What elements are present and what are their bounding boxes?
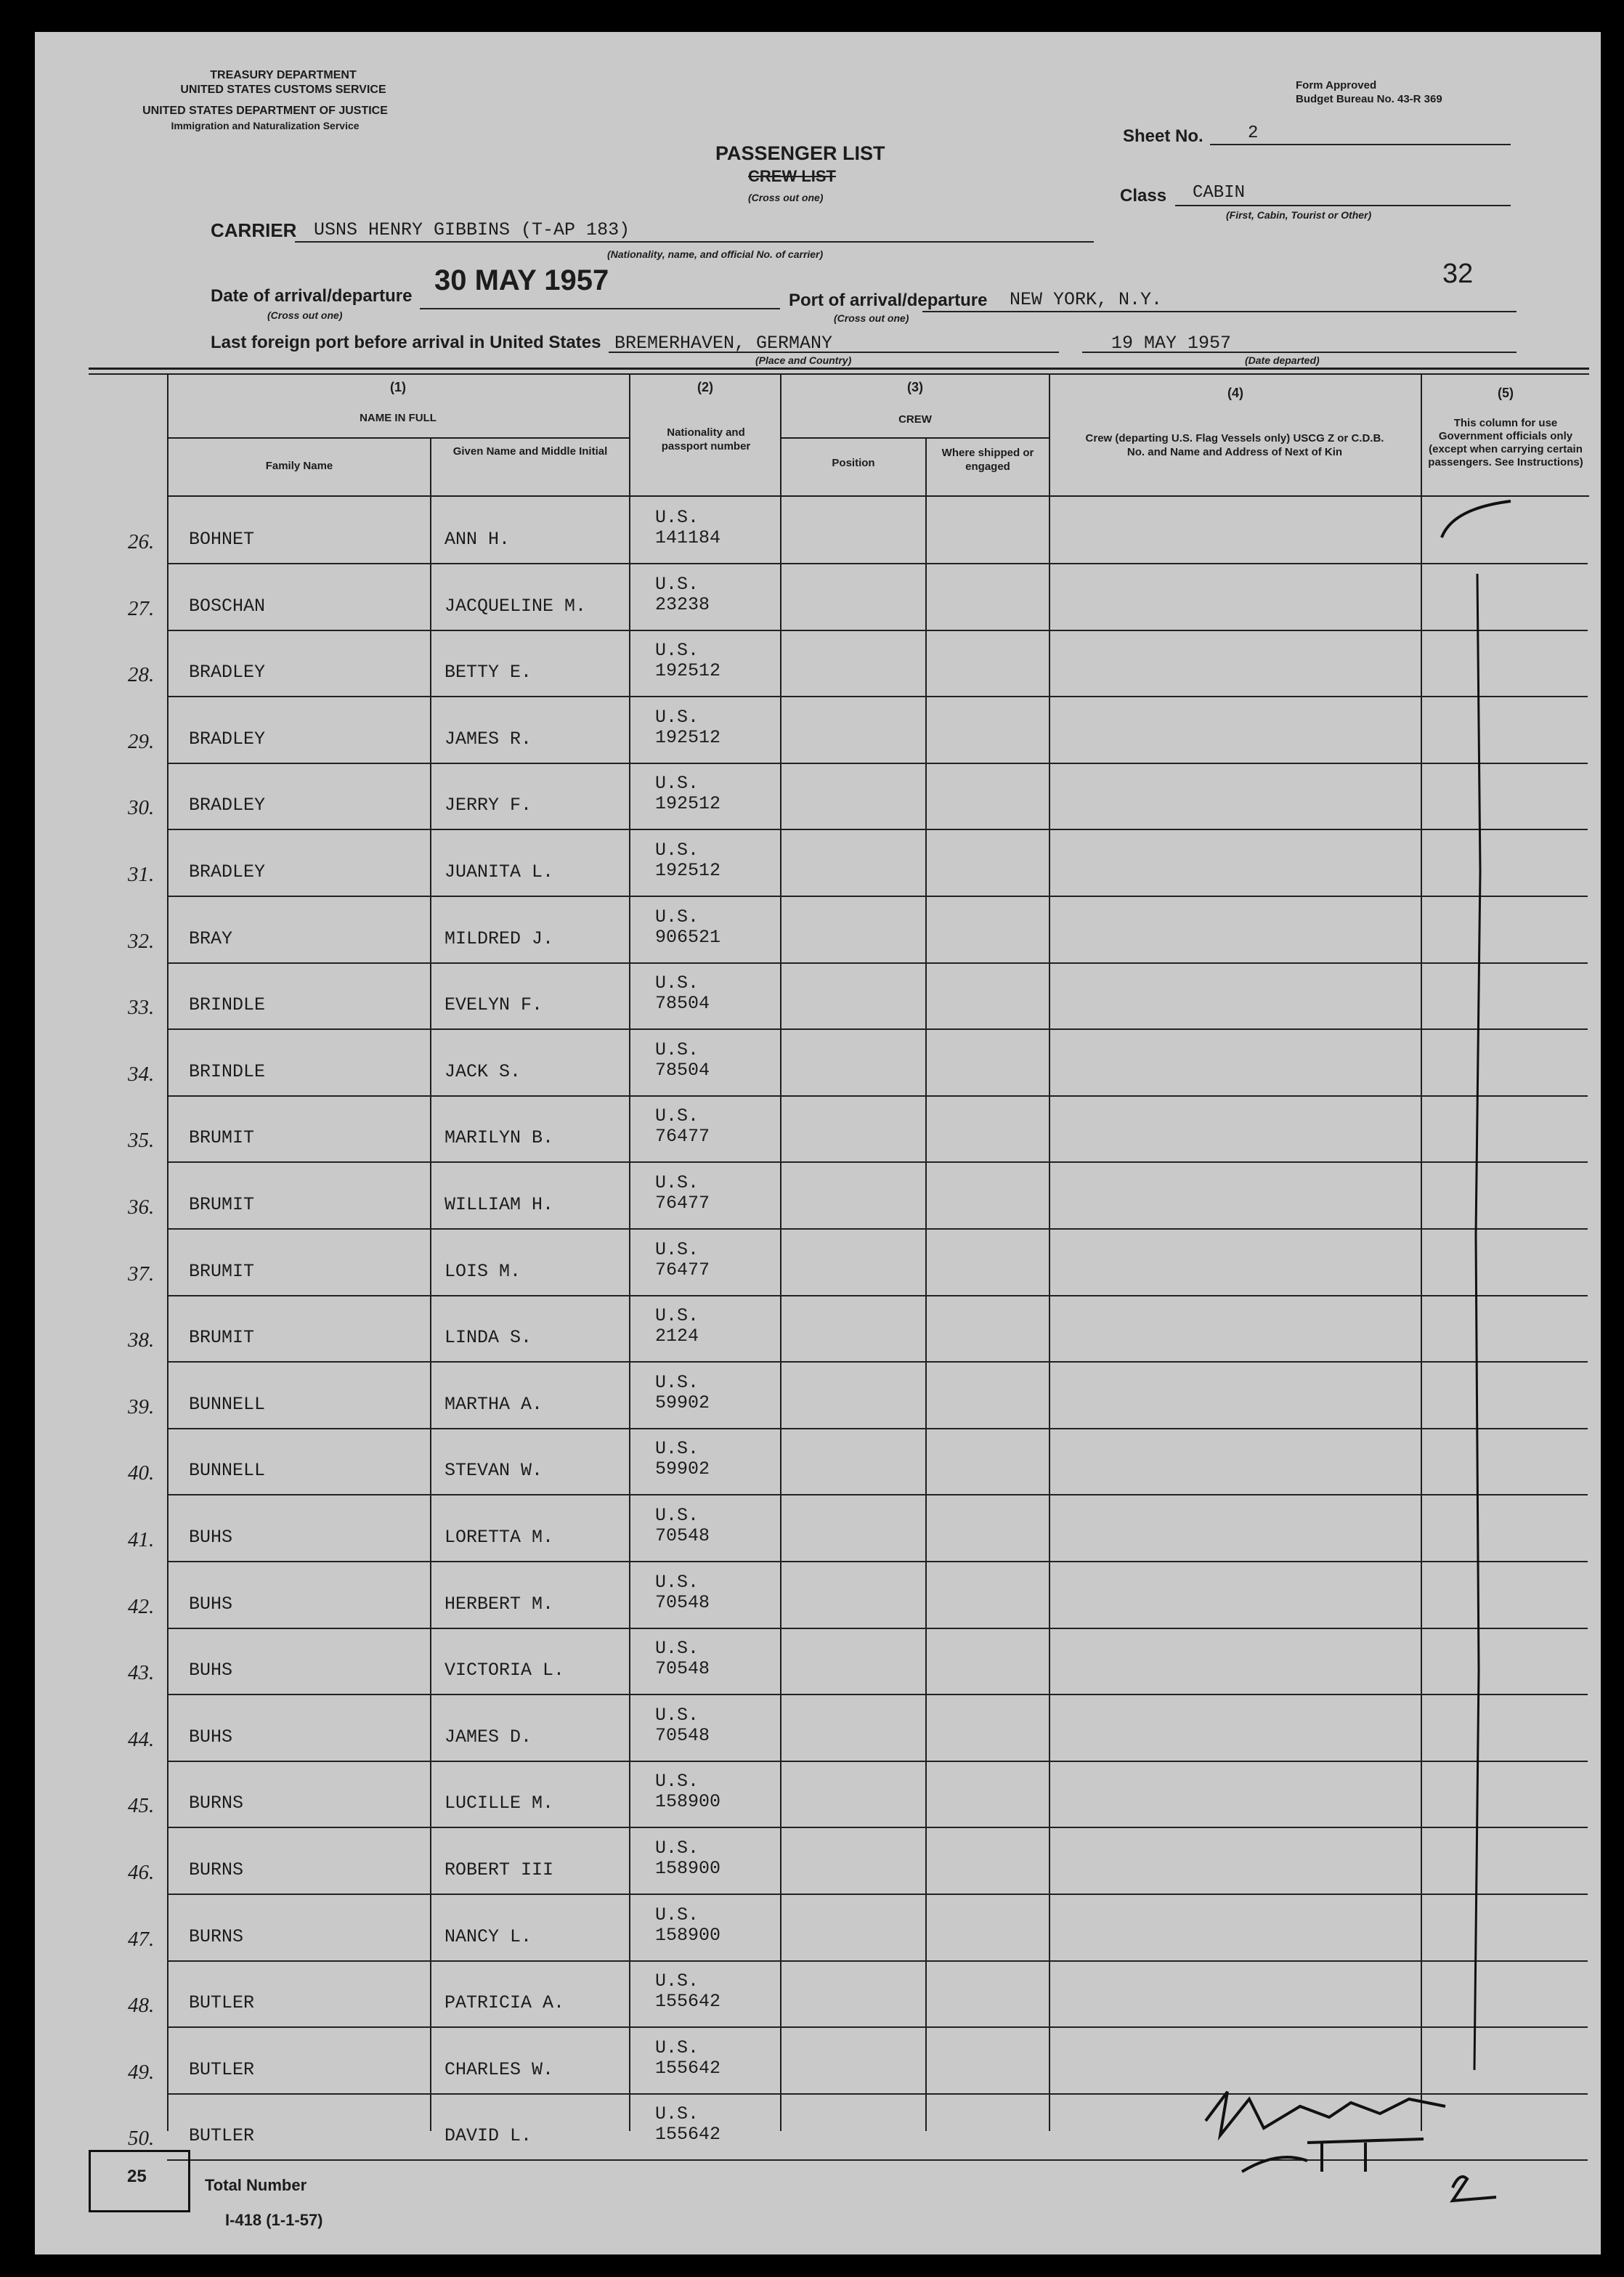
- date-value: 30 MAY 1957: [434, 264, 609, 296]
- row-number: 29.: [128, 729, 155, 753]
- table-row: [167, 1095, 1588, 1163]
- last-port-note: (Place and Country): [755, 354, 852, 366]
- row-number: 28.: [128, 663, 155, 687]
- row-number: 49.: [128, 2060, 155, 2084]
- passport-number: 76477: [655, 1126, 710, 1148]
- passport-number: 59902: [655, 1392, 710, 1413]
- row-number: 41.: [128, 1528, 155, 1551]
- agency-line-2: UNITED STATES CUSTOMS SERVICE: [180, 84, 386, 96]
- page-title: PASSENGER LIST: [715, 142, 885, 164]
- form-approved-text: Form Approved: [1296, 79, 1377, 92]
- total-box: [89, 2150, 190, 2212]
- table-row: [167, 1428, 1588, 1495]
- family-name: BRINDLE: [189, 994, 266, 1016]
- passport-number: 158900: [655, 1924, 721, 1946]
- nationality: U.S.: [655, 706, 699, 728]
- family-name: BRADLEY: [189, 795, 266, 816]
- given-name: JACQUELINE M.: [444, 595, 587, 617]
- date-cross-note: (Cross out one): [267, 309, 343, 321]
- given-name: BETTY E.: [444, 662, 532, 683]
- passport-number: 78504: [655, 1059, 710, 1081]
- nationality: U.S.: [655, 1039, 699, 1060]
- nationality: U.S.: [655, 640, 699, 662]
- nationality: U.S.: [655, 1704, 699, 1726]
- nationality: U.S.: [655, 573, 699, 595]
- family-name: BUTLER: [189, 2125, 255, 2147]
- given-name: MILDRED J.: [444, 928, 554, 949]
- passport-number: 2124: [655, 1326, 699, 1347]
- table-row: [167, 497, 1588, 564]
- nationality: U.S.: [655, 1172, 699, 1193]
- passport-number: 192512: [655, 660, 721, 682]
- row-number: 32.: [128, 929, 155, 953]
- departed-note: (Date departed): [1245, 354, 1320, 366]
- sheet-value: 2: [1248, 123, 1259, 143]
- nationality: U.S.: [655, 1505, 699, 1526]
- table-row: [167, 962, 1588, 1030]
- nationality: U.S.: [655, 1238, 699, 1260]
- nationality: U.S.: [655, 906, 699, 928]
- row-number: 48.: [128, 1994, 155, 2018]
- row-number: 42.: [128, 1594, 155, 1618]
- family-name: BURNS: [189, 1859, 244, 1880]
- nationality: U.S.: [655, 1571, 699, 1593]
- given-name: LOIS M.: [444, 1260, 521, 1282]
- given-name: WILLIAM H.: [444, 1194, 554, 1215]
- family-name: BOSCHAN: [189, 595, 266, 617]
- class-label: Class: [1120, 186, 1167, 206]
- passport-number: 155642: [655, 2057, 721, 2079]
- passport-number: 158900: [655, 1791, 721, 1813]
- table-row: [167, 1162, 1588, 1230]
- passport-number: 23238: [655, 593, 710, 615]
- given-name: STEVAN W.: [444, 1460, 543, 1482]
- passport-number: 76477: [655, 1193, 710, 1214]
- last-port-value: BREMERHAVEN, GERMANY: [614, 333, 833, 354]
- table-row: [167, 1562, 1588, 1629]
- table-row: [167, 1960, 1588, 2028]
- family-name: BUTLER: [189, 2058, 255, 2080]
- class-note: (First, Cabin, Tourist or Other): [1226, 209, 1372, 221]
- family-name: BUHS: [189, 1726, 233, 1748]
- cross-out-note: (Cross out one): [748, 192, 824, 203]
- family-name: BRADLEY: [189, 861, 266, 882]
- given-name: VICTORIA L.: [444, 1660, 565, 1681]
- given-name: CHARLES W.: [444, 2058, 554, 2080]
- port-label: Port of arrival/departure: [789, 291, 988, 310]
- family-name: BRAY: [189, 928, 233, 949]
- agency-block-2: [102, 104, 429, 133]
- row-number: 36.: [128, 1196, 155, 1219]
- nationality: U.S.: [655, 840, 699, 861]
- row-number: 43.: [128, 1661, 155, 1685]
- nationality: U.S.: [655, 1371, 699, 1393]
- given-name: MARILYN B.: [444, 1127, 554, 1149]
- given-name: LINDA S.: [444, 1327, 532, 1349]
- carrier-value: USNS HENRY GIBBINS (T-AP 183): [314, 219, 630, 240]
- passport-number: 155642: [655, 2124, 721, 2146]
- row-number: 33.: [128, 996, 155, 1020]
- nationality: U.S.: [655, 1970, 699, 1992]
- family-name: BOHNET: [189, 529, 255, 550]
- given-name: PATRICIA A.: [444, 1992, 565, 2014]
- class-value: CABIN: [1193, 183, 1246, 203]
- form-number: I-418 (1-1-57): [225, 2211, 323, 2229]
- date-label: Date of arrival/departure: [211, 286, 413, 306]
- table-row: [167, 564, 1588, 631]
- given-name: HERBERT M.: [444, 1593, 554, 1615]
- table-row: [167, 1495, 1588, 1562]
- nationality: U.S.: [655, 1305, 699, 1327]
- table-row: [167, 1628, 1588, 1695]
- passport-number: 192512: [655, 793, 721, 815]
- passport-number: 906521: [655, 926, 721, 948]
- port-cross-note: (Cross out one): [834, 312, 909, 324]
- row-number: 46.: [128, 1861, 155, 1884]
- nationality: U.S.: [655, 973, 699, 994]
- nationality: U.S.: [655, 1771, 699, 1793]
- given-name: DAVID L.: [444, 2125, 532, 2147]
- row-number: 35.: [128, 1129, 155, 1153]
- row-number: 34.: [128, 1062, 155, 1086]
- table-row: [167, 1229, 1588, 1296]
- port-underline: [922, 311, 1517, 312]
- sheet-label: Sheet No.: [1123, 126, 1203, 146]
- table-row: [167, 1761, 1588, 1828]
- family-name: BUNNELL: [189, 1460, 266, 1482]
- family-name: BRUMIT: [189, 1127, 255, 1149]
- col-family-header: Family Name: [265, 460, 333, 472]
- budget-bureau-text: Budget Bureau No. 43-R 369: [1296, 93, 1442, 105]
- passport-number: 70548: [655, 1658, 710, 1680]
- col2-header: Nationality and passport number: [661, 426, 751, 452]
- table-row: [167, 1827, 1588, 1895]
- row-number: 45.: [128, 1794, 155, 1818]
- table-top-rule: [89, 368, 1589, 370]
- given-name: JACK S.: [444, 1060, 521, 1082]
- col-given-header: Given Name and Middle Initial: [452, 445, 608, 458]
- table-row: [167, 1894, 1588, 1962]
- form-approved: [1296, 78, 1442, 106]
- carrier-label: CARRIER: [211, 219, 297, 241]
- crew-subheader-rule: [780, 437, 1049, 439]
- given-name: EVELYN F.: [444, 994, 543, 1016]
- table-row: [167, 2027, 1588, 2095]
- col-where-shipped-header: Where shipped or engaged: [941, 447, 1034, 473]
- nationality: U.S.: [655, 1638, 699, 1660]
- col5-number: (5): [1498, 386, 1514, 400]
- passport-number: 70548: [655, 1591, 710, 1613]
- crew-list-crossed: CREW LIST: [748, 167, 836, 185]
- col3-number: (3): [907, 380, 923, 394]
- table-row: [167, 1295, 1588, 1363]
- given-name: JAMES R.: [444, 728, 532, 750]
- date-underline: [420, 308, 780, 309]
- family-name: BURNS: [189, 1793, 244, 1814]
- row-number: 39.: [128, 1395, 155, 1418]
- col2-number: (2): [697, 380, 713, 394]
- given-name: LORETTA M.: [444, 1527, 554, 1548]
- nationality: U.S.: [655, 1904, 699, 1925]
- agency-block: [174, 68, 392, 97]
- total-label: Total Number: [205, 2176, 307, 2194]
- col1-number: (1): [390, 380, 406, 394]
- passport-number: 155642: [655, 1991, 721, 2013]
- family-name: BUTLER: [189, 1992, 255, 2014]
- family-name: BRADLEY: [189, 662, 266, 683]
- col4-number: (4): [1227, 386, 1243, 400]
- passport-number: 192512: [655, 860, 721, 881]
- name-subheader-rule: [167, 437, 629, 439]
- agency-line-3: UNITED STATES DEPARTMENT OF JUSTICE: [142, 105, 388, 117]
- class-underline: [1175, 205, 1511, 206]
- row-number: 38.: [128, 1328, 155, 1352]
- passport-number: 59902: [655, 1458, 710, 1480]
- passport-number: 141184: [655, 527, 721, 548]
- col4-header: Crew (departing U.S. Flag Vessels only) USCG Z or C.D.B. No. and Name and Address of Next of Kin: [1085, 432, 1384, 458]
- given-name: JERRY F.: [444, 795, 532, 816]
- nationality: U.S.: [655, 1105, 699, 1127]
- passport-number: 70548: [655, 1724, 710, 1746]
- col-position-header: Position: [832, 457, 875, 469]
- table-row: [167, 896, 1588, 964]
- row-number: 47.: [128, 1927, 155, 1951]
- agency-line-1: TREASURY DEPARTMENT: [210, 69, 357, 81]
- row-number: 44.: [128, 1727, 155, 1751]
- row-number: 27.: [128, 596, 155, 620]
- table-row: [167, 1362, 1588, 1429]
- nationality: U.S.: [655, 773, 699, 795]
- given-name: NANCY L.: [444, 1925, 532, 1947]
- table-row: [167, 2093, 1588, 2161]
- family-name: BURNS: [189, 1925, 244, 1947]
- family-name: BUHS: [189, 1660, 233, 1681]
- col5-header: This column for use Government officials only (except when carrying certain passengers. See Instructions): [1428, 417, 1583, 468]
- nationality: U.S.: [655, 2103, 699, 2125]
- table-row: [167, 763, 1588, 830]
- row-number: 30.: [128, 796, 155, 820]
- given-name: ROBERT III: [444, 1859, 554, 1880]
- given-name: JUANITA L.: [444, 861, 554, 882]
- family-name: BUHS: [189, 1593, 233, 1615]
- given-name: MARTHA A.: [444, 1393, 543, 1415]
- table-row: [167, 630, 1588, 697]
- passport-number: 70548: [655, 1525, 710, 1546]
- col3-crew: CREW: [898, 413, 932, 426]
- family-name: BRUMIT: [189, 1327, 255, 1349]
- sheet-underline: [1210, 144, 1511, 145]
- row-number: 50.: [128, 2127, 155, 2151]
- table-row: [167, 697, 1588, 764]
- row-number: 31.: [128, 863, 155, 886]
- agency-line-4: Immigration and Naturalization Service: [171, 120, 360, 131]
- passport-number: 76477: [655, 1259, 710, 1280]
- col1-title: NAME IN FULL: [360, 412, 437, 424]
- table-row: [167, 1029, 1588, 1097]
- departed-value: 19 MAY 1957: [1111, 333, 1232, 354]
- family-name: BRUMIT: [189, 1260, 255, 1282]
- family-name: BRINDLE: [189, 1060, 266, 1082]
- nationality: U.S.: [655, 507, 699, 528]
- family-name: BUHS: [189, 1527, 233, 1548]
- row-number: 37.: [128, 1262, 155, 1286]
- total-value: 25: [127, 2167, 147, 2186]
- passport-number: 192512: [655, 726, 721, 748]
- port-value: NEW YORK, N.Y.: [1010, 289, 1163, 310]
- row-number: 26.: [128, 530, 155, 553]
- passport-number: 78504: [655, 993, 710, 1015]
- nationality: U.S.: [655, 1838, 699, 1859]
- last-port-label: Last foreign port before arrival in United States: [211, 333, 601, 352]
- nationality: U.S.: [655, 2037, 699, 2058]
- given-name: JAMES D.: [444, 1726, 532, 1748]
- carrier-note: (Nationality, name, and official No. of carrier): [607, 248, 824, 260]
- family-name: BRUMIT: [189, 1194, 255, 1215]
- passport-number: 158900: [655, 1858, 721, 1879]
- nationality: U.S.: [655, 1438, 699, 1460]
- row-number: 40.: [128, 1461, 155, 1485]
- carrier-underline: [295, 241, 1094, 243]
- family-name: BRADLEY: [189, 728, 266, 750]
- table-row: [167, 829, 1588, 897]
- given-name: LUCILLE M.: [444, 1793, 554, 1814]
- given-name: ANN H.: [444, 529, 511, 550]
- page-count: 32: [1442, 259, 1474, 289]
- family-name: BUNNELL: [189, 1393, 266, 1415]
- table-row: [167, 1694, 1588, 1762]
- table-top-rule-2: [89, 373, 1589, 375]
